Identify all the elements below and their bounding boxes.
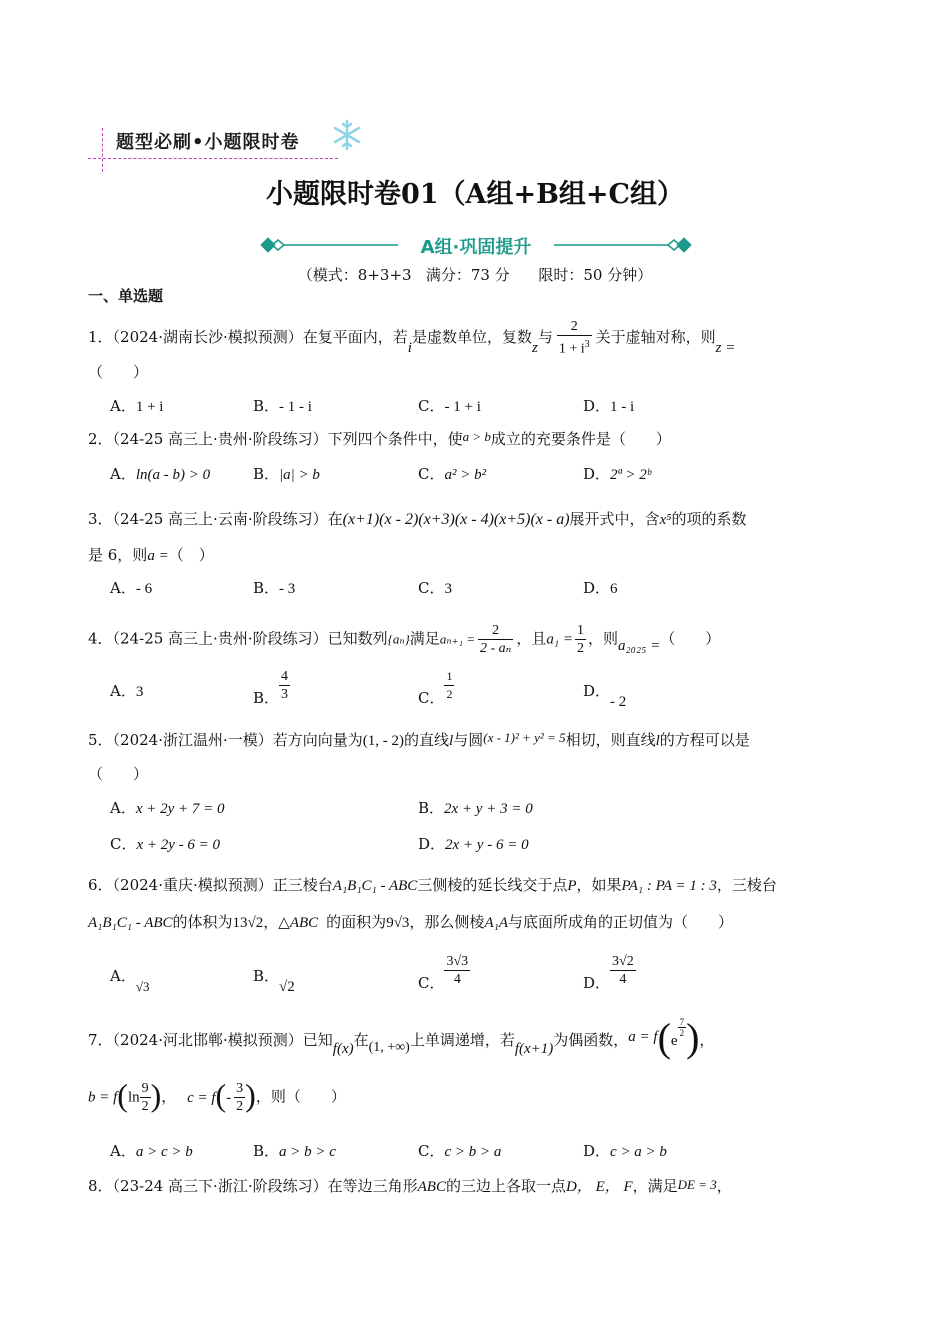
q4-paren: （ ）: [660, 629, 721, 648]
q4-a1-frac: [575, 622, 586, 657]
q8-de: DE = 3: [677, 1177, 717, 1192]
opt-value: 3: [135, 684, 144, 700]
opt-value: - 2: [610, 694, 627, 710]
q6-frustum: A₁B₁C₁ - ABC: [88, 915, 173, 931]
q7-text: 为偶函数，: [553, 1031, 629, 1049]
opt-label: A．: [110, 967, 136, 985]
page-title: 小题限时卷01（A组+B组+C组）: [265, 179, 685, 210]
q7-c-frac: [234, 1080, 245, 1115]
section-heading: 一、单选题: [88, 287, 164, 305]
q1-option-a[interactable]: [110, 396, 163, 417]
opt-label: A．: [110, 397, 136, 415]
opt-label: B．: [253, 465, 280, 483]
q6-text: 三侧棱的延长线交于点: [417, 876, 568, 894]
q2-text: 成立的充要条件是（ ）: [490, 430, 671, 448]
q2-source: （24-25 高三上·贵州·阶段练习）: [112, 430, 328, 448]
q6-option-d[interactable]: [583, 953, 636, 992]
q4-c-frac: [444, 668, 454, 703]
q1-option-c[interactable]: [418, 396, 481, 417]
opt-value: √3: [135, 979, 150, 994]
q1-var-z: z: [531, 339, 538, 356]
q8-points: D， E， F: [565, 1179, 633, 1195]
question-1: [88, 318, 735, 358]
q6-number: 6．: [88, 876, 113, 894]
group-header: [258, 232, 694, 258]
q7-number: 7．: [88, 1031, 113, 1049]
opt-label: C．: [418, 1142, 445, 1160]
q7-text: ，则（ ）: [255, 1087, 346, 1106]
q7-text: 已知: [302, 1031, 333, 1049]
opt-label: D．: [583, 465, 611, 483]
opt-label: D．: [583, 682, 611, 700]
q4-a1-den: 2: [576, 641, 584, 656]
q8-source: （23-24 高三下·浙江·阶段练习）: [112, 1177, 328, 1195]
q8-number: 8．: [88, 1177, 113, 1195]
group-label: A组·巩固提升: [420, 237, 532, 258]
q6-area: 9√3: [386, 915, 410, 931]
mode-line: （模式：8+3+3 满分：73 分 限时：50 分钟）: [297, 266, 653, 284]
q4-option-b[interactable]: [253, 668, 290, 707]
q7-c-paren: ): [245, 1076, 256, 1113]
frac-den: 4: [619, 972, 627, 987]
q5-option-a[interactable]: [110, 798, 225, 819]
q5-option-d[interactable]: [418, 834, 529, 855]
q6-option-b[interactable]: [253, 966, 295, 995]
q4-b-frac: [279, 668, 290, 703]
q2-number: 2．: [88, 430, 113, 448]
q4-text: 已知数列: [327, 629, 388, 648]
q6-c-frac: [444, 953, 470, 988]
q6-option-c[interactable]: [418, 953, 470, 992]
frac-num: 4: [281, 669, 289, 684]
q8-text: 的三边上各取一点: [445, 1177, 566, 1195]
q6-option-a[interactable]: [110, 966, 150, 994]
q1-text: 与: [537, 327, 553, 346]
opt-value: √2: [279, 979, 295, 995]
q1-frac-den-text: 1 + i: [558, 341, 585, 357]
opt-value: 2ª > 2ᵇ: [610, 467, 651, 483]
q5-vec: (1, - 2): [362, 733, 405, 749]
q7-a-base: e: [670, 1033, 678, 1049]
opt-value: 2x + y + 3 = 0: [444, 801, 533, 817]
frac-den: 2: [446, 687, 453, 701]
opt-value: - 1 - i: [279, 399, 312, 415]
q7-option-d[interactable]: [583, 1141, 667, 1162]
q3-paren: （ ）: [168, 546, 214, 564]
q3-text: 在: [327, 510, 343, 528]
q3-line2: [88, 545, 214, 566]
q1-frac-num: 2: [557, 318, 592, 336]
q5-text: 若方向向量为: [272, 731, 363, 749]
opt-value: 1 - i: [610, 399, 635, 415]
opt-label: A．: [110, 799, 136, 817]
banner-vertical-line: [102, 128, 103, 172]
opt-value: c > a > b: [610, 1144, 667, 1160]
q6-text: 的面积为: [326, 913, 387, 931]
opt-label: D．: [583, 973, 611, 992]
q3-aeq: a =: [147, 548, 169, 564]
opt-label: A．: [110, 1142, 136, 1160]
opt-value: ln(a - b) > 0: [135, 467, 211, 483]
frac-den: 3: [281, 687, 289, 702]
opt-label: D．: [583, 1142, 611, 1160]
q7-option-c[interactable]: [418, 1141, 501, 1162]
q6-vol: 13√2: [232, 915, 264, 931]
question-7: 7．（2024·河北邯郸·模拟预测）已知f(x)在(1, +∞)上单调递增，若f(x+1)为偶函数，a = f(e $\frac{7}{2}$ )，: [88, 1015, 715, 1060]
q6-tri: △ABC: [278, 915, 319, 931]
q7-c-lhs: c = f: [187, 1089, 216, 1106]
q4-text: ，则: [587, 629, 618, 648]
frac-den: 4: [453, 972, 461, 987]
opt-label: C．: [418, 397, 445, 415]
q8-text: ，: [716, 1177, 732, 1195]
opt-value: 2x + y - 6 = 0: [445, 837, 529, 853]
q3-x5: x⁵: [659, 512, 672, 528]
opt-value: c > b > a: [444, 1144, 502, 1160]
q5-l: l: [655, 733, 660, 749]
opt-label: B．: [253, 1142, 280, 1160]
q6-text: 与底面所成角的正切值为（ ）: [507, 913, 733, 931]
q7-option-b[interactable]: [253, 1141, 336, 1162]
opt-label: C．: [418, 465, 445, 483]
opt-label: B．: [418, 799, 445, 817]
q1-var-i: i: [407, 339, 412, 356]
question-4: [88, 622, 720, 657]
question-6: [88, 875, 777, 896]
q7-text: 上单调递增，若: [409, 1031, 515, 1049]
opt-label: A．: [110, 465, 136, 483]
q3-text: 是 6，则: [88, 546, 148, 564]
q7-a-paren: (: [657, 1015, 671, 1060]
q8-text: ，满足: [632, 1177, 678, 1195]
q5-text: 相切，则直线: [565, 731, 656, 749]
opt-value: a² > b²: [444, 467, 487, 483]
q4-text: 满足: [409, 629, 440, 648]
opt-label: D．: [418, 835, 446, 853]
banner-horizontal-line: [88, 158, 338, 159]
q1-frac-den: [557, 336, 592, 358]
frac-num: 3√3: [446, 954, 469, 969]
q1-text: 是虚数单位，复数: [411, 327, 532, 346]
q7-fx1: f(x+1): [514, 1041, 554, 1057]
q7-a-exp: [678, 1017, 687, 1038]
opt-value: - 6: [135, 581, 153, 597]
q7-b-paren: ): [150, 1076, 162, 1113]
opt-value: x + 2y + 7 = 0: [135, 801, 225, 817]
question-5: [88, 730, 750, 751]
q5-text: 的直线: [404, 731, 450, 749]
q7-source: （2024·河北邯郸·模拟预测）: [112, 1031, 303, 1049]
q6-text: 正三棱台: [272, 876, 333, 894]
opt-label: C．: [418, 579, 445, 597]
q2-option-d[interactable]: [583, 464, 651, 485]
q1-text: 关于虚轴对称，则: [595, 327, 716, 346]
q4-frac-num: 2: [478, 622, 513, 640]
q7-interval: (1, +∞): [368, 1040, 410, 1055]
frac-num: 3: [236, 1081, 244, 1096]
q1-option-d[interactable]: [583, 396, 634, 417]
opt-value: 1 + i: [135, 399, 164, 415]
q3-expr: (x+1)(x - 2)(x+3)(x - 4)(x+5)(x - a): [342, 511, 570, 528]
q2-cond: a > b: [462, 429, 491, 444]
frac-num: 9: [141, 1081, 149, 1096]
q7-b-frac: [140, 1080, 151, 1115]
frac-den: 2: [236, 1099, 244, 1114]
question-8: [88, 1176, 732, 1197]
q5-source: （2024·浙江温州·一模）: [112, 731, 273, 749]
q4-option-d[interactable]: [583, 681, 627, 710]
q2-option-c[interactable]: [418, 464, 486, 485]
q6-edge: A₁A: [484, 915, 508, 931]
opt-value: |a| > b: [279, 467, 320, 483]
q7-c-paren: (: [215, 1076, 227, 1113]
q1-number: 1．: [88, 327, 113, 346]
q3-text: 展开式中，含: [569, 510, 660, 528]
opt-label: C．: [110, 835, 137, 853]
q4-source: （24-25 高三上·贵州·阶段练习）: [112, 629, 328, 648]
q7-b-lhs: b = f: [88, 1089, 118, 1106]
q3-option-d[interactable]: [583, 578, 618, 599]
q6-d-frac: [610, 953, 636, 988]
opt-value: 6: [610, 581, 618, 597]
q7-b-paren: (: [117, 1076, 128, 1113]
q4-option-a[interactable]: [110, 681, 143, 702]
q5-paren: （ ）: [88, 765, 149, 783]
q6-ratio: PA₁ : PA = 1 : 3: [621, 878, 717, 894]
opt-label: D．: [583, 397, 611, 415]
q6-text: 的体积为: [172, 913, 233, 931]
q6-frustum: A₁B₁C₁ - ABC: [332, 878, 418, 894]
opt-label: B．: [253, 397, 280, 415]
opt-value: a > c > b: [135, 1144, 193, 1160]
q3-option-c[interactable]: [418, 578, 452, 599]
opt-value: - 1 + i: [444, 399, 481, 415]
question-3: [88, 509, 746, 530]
opt-value: - 3: [279, 581, 296, 597]
q4-frac-den: 2 - aₙ: [480, 641, 512, 656]
q2-option-b[interactable]: [253, 464, 320, 485]
q1-z-eq: z =: [715, 339, 736, 356]
q6-source: （2024·重庆·模拟预测）: [112, 876, 273, 894]
q5-option-b[interactable]: [418, 798, 533, 819]
banner-text: 题型必刷•小题限时卷: [116, 132, 300, 153]
q7-option-a[interactable]: [110, 1141, 193, 1162]
q4-lhs: aₙ₊₁ =: [439, 631, 475, 647]
q6-p: P: [567, 878, 577, 894]
q4-a1: a₁ =: [546, 631, 573, 648]
opt-label: C．: [418, 688, 445, 707]
question-2: [88, 429, 671, 450]
q5-option-c[interactable]: [110, 834, 220, 855]
q5-number: 5．: [88, 731, 113, 749]
opt-label: A．: [110, 579, 136, 597]
opt-label: C．: [418, 973, 445, 992]
opt-value: 3: [444, 581, 452, 597]
q6-text: ，那么侧棱: [409, 913, 485, 931]
q3-option-a[interactable]: [110, 578, 152, 599]
q4-seq: {aₙ}: [387, 631, 410, 647]
q1-option-b[interactable]: [253, 396, 312, 417]
frac-den: 2: [141, 1099, 149, 1114]
q8-text: 在等边三角形: [327, 1177, 418, 1195]
q6-text: ，三棱台: [716, 876, 777, 894]
q4-option-c[interactable]: [418, 668, 454, 707]
q7-text: 在: [353, 1031, 369, 1049]
q6-text: ，如果: [576, 876, 622, 894]
opt-label: D．: [583, 579, 611, 597]
opt-value: x + 2y - 6 = 0: [136, 837, 221, 853]
q3-number: 3．: [88, 510, 113, 528]
q7-a-paren: ): [686, 1015, 700, 1060]
q1-text: 在复平面内，若: [302, 327, 408, 346]
question-7-line2: b = f(ln $\frac{9}{2}$ )， c = f(- $\frac{3}{2}$ )，则（ ）: [88, 1076, 346, 1114]
snowflake-icon: [330, 118, 364, 152]
q5-text: 的方程可以是: [659, 731, 750, 749]
q2-option-a[interactable]: [110, 464, 210, 485]
q4-a2025: a₂₀₂₅ =: [617, 637, 661, 654]
opt-label: B．: [253, 967, 280, 985]
q3-source: （24-25 高三上·云南·阶段练习）: [112, 510, 328, 528]
q5-circle: (x - 1)² + y² = 5: [483, 730, 566, 745]
q7-a-lhs: a = f: [628, 1029, 658, 1045]
question-6-line2: [88, 912, 733, 933]
q7-fx: f(x): [332, 1041, 354, 1057]
q5-l: l: [449, 733, 454, 749]
q8-tri: ABC: [417, 1179, 446, 1195]
q3-option-b[interactable]: [253, 578, 295, 599]
opt-value: a > b > c: [279, 1144, 336, 1160]
q1-frac-den-sup: 3: [584, 339, 590, 350]
q1-fraction: [557, 318, 592, 358]
frac-num: 3√2: [612, 954, 634, 969]
q4-number: 4．: [88, 629, 113, 648]
frac-num: 7: [679, 1016, 685, 1027]
frac-den: 2: [679, 1027, 685, 1038]
q4-text: ，且: [516, 629, 547, 648]
frac-num: 1: [444, 668, 454, 686]
q2-text: 下列四个条件中，使: [327, 430, 463, 448]
q7-b-ln: ln: [127, 1089, 140, 1106]
opt-label: A．: [110, 682, 136, 700]
q5-text: 与圆: [453, 731, 484, 749]
q4-fraction: [478, 622, 513, 657]
q1-paren: （ ）: [88, 363, 149, 381]
q4-a1-num: 1: [576, 623, 584, 638]
q3-text: 的项的系数: [671, 510, 747, 528]
q7-c-minus: -: [226, 1089, 232, 1106]
q1-source: （2024·湖南长沙·模拟预测）: [112, 327, 303, 346]
opt-label: B．: [253, 688, 280, 707]
q6-text: ，: [263, 913, 279, 931]
opt-label: B．: [253, 579, 280, 597]
